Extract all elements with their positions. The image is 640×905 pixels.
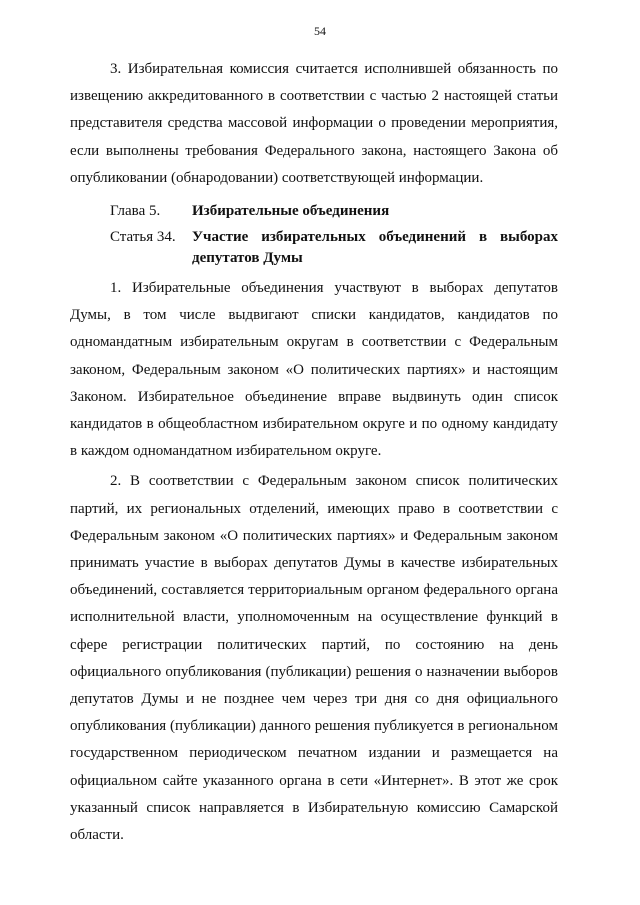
- article-paragraph-2: 2. В соответствии с Федеральным законом список политических партий, их региональных отделений, имеющих право в соответствии с Федеральным законом «О политических партиях» и Федеральным законом принимать участие в выборах депутатов Думы в качестве избирательных объединений, составляется территориальным органом федерального органа исполнительной власти, уполномоченным на осуществление функций в сфере регистрации политических партий, по состоянию на день официального опубликования (публикации) решения о назначении выборов депутатов Думы и не позднее чем через три дня со дня официального опубликования (публикации) данного решения публикуется в региональном государственном периодическом печатном издании и размещается на официальном сайте указанного органа в сети «Интернет». В этот же срок указанный список направляется в Избирательную комиссию Самарской области.: [70, 473, 558, 844]
- page-number: 54: [314, 24, 326, 38]
- paragraph-3: 3. Избирательная комиссия считается исполнившей обязанность по извещению аккредитованного в соответствии с частью 2 настоящей статьи представителя средства массовой информации о проведении мероприятия, если выполнены требования Федерального закона, настоящего Закона об опубликовании (обнародовании) соответствующей информации.: [70, 61, 558, 186]
- chapter-heading: [70, 198, 558, 225]
- article-heading: [70, 227, 558, 269]
- chapter-label: Глава 5.: [110, 203, 161, 220]
- document-body: [70, 56, 558, 849]
- article-label: Статья 34.: [110, 229, 176, 246]
- article-title: Участие избирательных объединений в выборах депутатов Думы: [192, 229, 558, 267]
- chapter-title: Избирательные объединения: [192, 203, 390, 220]
- article-paragraph-1: 1. Избирательные объединения участвуют в выборах депутатов Думы, в том числе выдвигают списки кандидатов, кандидатов по одномандатным избирательным округам в соответствии с Федеральным законом, Федеральным законом «О политических партиях» и настоящим Законом. Избирательное объединение вправе выдвинуть один список кандидатов в общеобластном избирательном округе и по одному кандидату в каждом одномандатном избирательном округе.: [70, 280, 558, 460]
